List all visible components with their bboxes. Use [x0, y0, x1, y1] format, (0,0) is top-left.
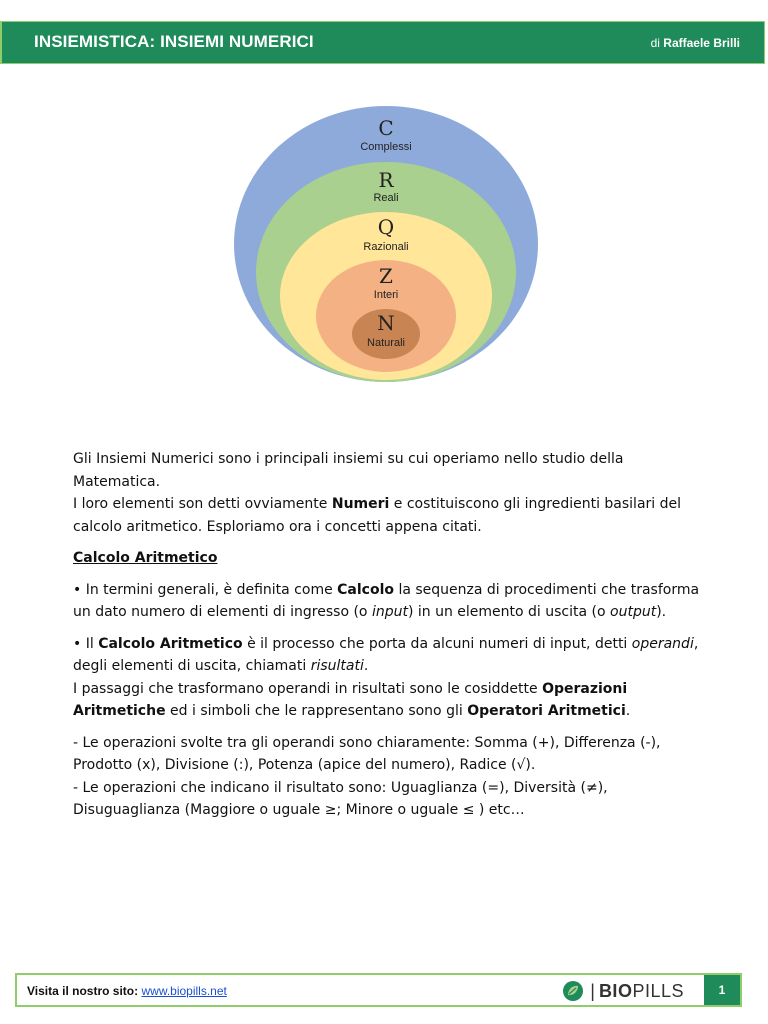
operations-list-line: - Le operazioni svolte tra gli operandi sono chiaramente: Somma (+), Differenza (-), Prodotto (x), Divisione (:), Potenza (apice del numero), Radice (√). [73, 734, 661, 773]
set-reali-label: Reali [373, 192, 399, 204]
brand-name-bold: BIO [598, 980, 633, 1001]
bold-term: Calcolo [337, 581, 394, 598]
paragraph-text: la sequenza di procedimenti che trasforma un dato numero di elementi di ingresso (o [73, 581, 700, 620]
intro-bold-numeri: Numeri [331, 496, 390, 512]
set-reali-symbol: R [378, 168, 394, 192]
set-complessi-symbol: C [378, 116, 394, 140]
paragraph-text: . [625, 703, 631, 719]
biopills-leaf-icon [562, 980, 584, 1002]
intro-line-1: Gli Insiemi Numerici sono i principali insiemi su cui operiamo nello studio della Matematica. [73, 451, 624, 490]
page-footer [15, 973, 742, 1007]
set-razionali-symbol: Q [377, 215, 395, 239]
paragraph-text: , degli elementi di uscita, chiamati [73, 635, 699, 674]
visit-label: Visita il nostro sito: [27, 984, 139, 998]
brand-name [599, 981, 684, 1002]
italic-term: output [610, 604, 657, 620]
bold-term: Calcolo Aritmetico [98, 635, 243, 652]
page-header [0, 21, 765, 64]
intro-text: I loro elementi son detti ovviamente [73, 496, 332, 512]
page-number: 1 [704, 975, 740, 1005]
definition-calcolo-aritmetico-paragraph [73, 633, 713, 723]
italic-term: input [371, 604, 408, 620]
italic-term: operandi [631, 635, 694, 652]
italic-term: risultati [310, 658, 364, 674]
number-sets-diagram [210, 84, 555, 404]
set-interi-label: Interi [373, 289, 399, 301]
brand-name-rest: PILLS [632, 980, 684, 1001]
definition-calcolo-paragraph [73, 579, 713, 624]
author-name: Raffaele Brilli [663, 36, 740, 50]
paragraph-text: ed i simboli che le rappresentano sono gli [165, 703, 468, 719]
intro-text-continued: e costituiscono gli ingredienti basilari del calcolo aritmetico. Esploriamo ora i concetti appena citati. [73, 496, 682, 535]
paragraph-text: • Il [73, 635, 99, 652]
set-complessi-label: Complessi [360, 141, 412, 153]
brand-separator: | [590, 980, 595, 1001]
author-prefix: di [650, 36, 660, 50]
document-body [73, 448, 713, 831]
author-credit [651, 36, 740, 50]
section-heading: Calcolo Aritmetico [73, 550, 218, 566]
paragraph-text: • In termini generali, è definita come [73, 581, 338, 598]
footer-visit [27, 984, 227, 998]
brand-logo [562, 979, 684, 1003]
page-title: INSIEMISTICA: INSIEMI NUMERICI [34, 32, 314, 51]
intro-paragraph [73, 448, 713, 538]
operations-paragraph [73, 732, 713, 822]
set-interi-symbol: Z [379, 264, 393, 288]
set-razionali-label: Razionali [363, 241, 409, 253]
paragraph-text: . [363, 658, 369, 674]
paragraph-text: è il processo che porta da alcuni numeri di input, detti [242, 635, 632, 652]
bold-term: Operatori Aritmetici [467, 703, 626, 719]
paragraph-text: ) in un elemento di uscita (o [407, 604, 611, 620]
set-naturali-label: Naturali [367, 337, 405, 349]
paragraph-text: I passaggi che trasformano operandi in risultati sono le cosiddette [73, 680, 543, 697]
website-link[interactable]: www.biopills.net [141, 984, 227, 998]
paragraph-text: ). [656, 604, 667, 620]
bold-term: Operazioni Aritmetiche [73, 680, 628, 719]
result-operations-list-line: - Le operazioni che indicano il risultato sono: Uguaglianza (=), Diversità (≠), Disuguaglianza (Maggiore o uguale ≥; Minore o uguale ≤ ) etc… [73, 779, 608, 818]
set-naturali-symbol: N [377, 311, 395, 335]
